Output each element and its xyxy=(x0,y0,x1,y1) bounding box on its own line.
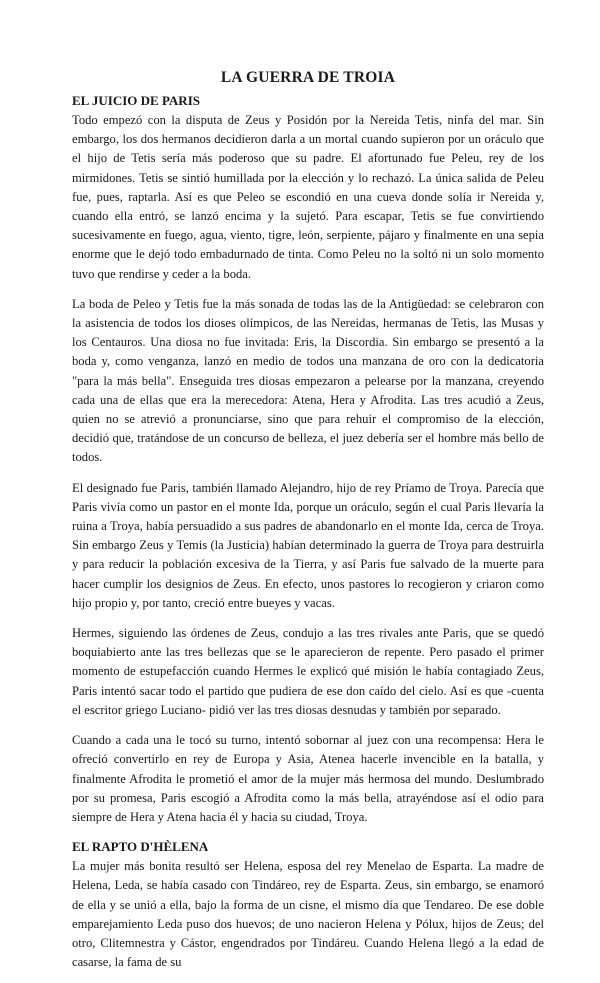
section-heading: EL RAPTO D'HÈLENA xyxy=(72,839,209,855)
section-heading: EL JUICIO DE PARIS xyxy=(72,93,200,108)
paragraph: Cuando a cada una le tocó su turno, intentó sobornar al juez con una recompensa: Hera le ofreció convertirlo en rey de Europa y Asia, Atenea hacerle invencible en la batalla, y finalmente Afrodita le prometió el amor de la mujer más hermosa del mundo. Deslumbrado por su promesa, Paris escogió a Afrodita como la más bella, atrayéndose así el odio para siempre de Hera y Atena hacia él y hacia su ciudad, Troya. xyxy=(72,733,544,824)
paragraph: El designado fue Paris, también llamado Alejandro, hijo de rey Príamo de Troya. Parecía que Paris vivía como un pastor en el monte Ida, porque un oráculo, según el cual Paris llevaría la ruina a Troya, había persuadido a sus padres de abandonarlo en el monte Ida, cerca de Troya. Sin embargo Zeus y Temis (la Justicia) habían determinado la guerra de Troya para destruirla y para reducir la población excesiva de la Tierra, y así Paris fue salvado de la muerte para hacer cumplir los designios de Zeus. En efecto, unos pastores lo recogieron y criaron como hijo propio y, por tanto, creció entre bueyes y vacas. xyxy=(72,480,544,610)
section-abduction-of-helen xyxy=(72,838,544,972)
document-title: LA GUERRA DE TROIA xyxy=(220,69,396,86)
paragraph: La boda de Peleo y Tetis fue la más sonada de todas las de la Antigüedad: se celebraron con la asistencia de todos los dioses olímpicos, de las Nereidas, hermanas de Tetis, las Musas y los Centauros. Una diosa no fue invitada: Eris, la Discordia. Sin embargo se presentó a la boda y, como venganza, lanzó en medio de todos una manzana de oro con la dedicatoria "para la más bella". Enseguida tres diosas empezaron a pelearse por la manzana, creyendo cada una de ellas que era la merecedora: Atena, Hera y Afrodita. Las tres acudió a Zeus, quien no se atrevió a pronunciarse, sino que para rehuir el compromiso de la elección, decidió que, tratándose de un concurso de belleza, el juez debería ser el hombre más bello de todos. xyxy=(72,296,544,465)
document-page xyxy=(72,68,544,983)
paragraph: La mujer más bonita resultó ser Helena, esposa del rey Menelao de Esparta. La madre de Helena, Leda, se había casado con Tindáreo, rey de Esparta. Zeus, sin embargo, se enamoró de ella y se unió a ella, bajo la forma de un cisne, el mismo día que Tendareo. De ese doble emparejamiento Leda puso dos huevos; de uno nacieron Helena y Pólux, hijos de Zeus; del otro, Clitemnestra y Cástor, engendrados por Tindáreu. Cuando Helena llegó a la edad de casarse, la fama de su xyxy=(72,859,544,970)
paragraph: Todo empezó con la disputa de Zeus y Posidón por la Nereida Tetis, ninfa del mar. Sin embargo, los dos hermanos decidieron darla a un mortal cuando supieron por un oráculo que el hijo de Tetis sería más poderoso que su padre. El afortunado fue Peleu, rey de los mirmidones. Tetis se sintió humillada por la elección y lo rechazó. La única salida de Peleu fue, pues, raptarla. Así es que Peleo se escondió en una cueva donde solía ir Nereida y, cuando ella entró, se lanzó encima y la sujetó. Para escapar, Tetis se fue convirtiendo sucesivamente en fuego, agua, viento, tigre, león, serpiente, pájaro y finalmente en una sepia enorme que le dejó todo embadurnado de tinta. Como Peleu no la soltó ni un solo momento tuvo que rendirse y ceder a la boda. xyxy=(72,113,544,281)
paragraph: Hermes, siguiendo las órdenes de Zeus, condujo a las tres rivales ante Paris, que se quedó boquiabierto ante las tres bellezas que se le aparecieron de repente. Pero pasado el primer momento de estupefacción cuando Hermes le explicó qué misión le había contagiado Zeus, Paris intentó sacar todo el partido que pudiera de ese don caído del cielo. Así es que -cuenta el escritor griego Luciano- pidió ver las tres diosas desnudas y también por separado. xyxy=(72,626,544,717)
section-judgment-of-paris xyxy=(72,92,544,827)
